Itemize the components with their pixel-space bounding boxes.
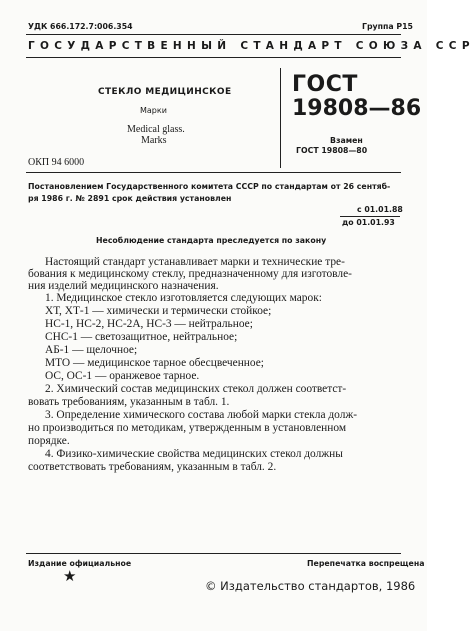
group-code: Группа Р15 [362,22,413,31]
body-line: вовать требованиям, указанным в табл. 1. [28,396,230,408]
official-edition-label: Издание официальное [28,559,132,568]
footer-rule [26,553,401,554]
effective-date-rule [340,216,400,217]
decree-line-2: ря 1986 г. № 2891 срок действия установлен [28,194,232,203]
legal-warning: Несоблюдение стандарта преследуется по закону [96,236,327,245]
gost-number: 19808—86 [292,96,422,121]
subtitle-english: Marks [141,135,167,146]
body-line: ОС, ОС-1 — оранжевое тарное. [45,370,200,382]
body-line: 3. Определение химического состава любой марки стекла долж- [45,409,358,421]
body-line: 2. Химический состав медицинских стекол должен соответст- [45,383,347,395]
effective-date-from: с 01.01.88 [357,205,403,214]
title-english: Medical glass. [127,124,185,135]
udk-code: УДК 666.172.7:006.354 [28,22,133,31]
body-line: НС-1, НС-2, НС-2А, НС-3 — нейтральное; [45,318,253,330]
body-line: 4. Физико-химические свойства медицинских стекол должны [45,448,343,460]
effective-date-to: до 01.01.93 [342,218,395,227]
body-line: порядке. [28,435,70,447]
body-line: АБ-1 — щелочное; [45,344,138,356]
section-rule [26,172,401,173]
decree-line-1: Постановлением Государственного комитета СССР по стандартам от 26 сентяб- [28,182,391,191]
body-line: но производиться по методикам, утвержденным в установленном [28,422,347,434]
title-russian: СТЕКЛО МЕДИЦИНСКОЕ [98,87,232,97]
replaced-label: Взамен [330,136,363,145]
subtitle-russian: Марки [140,106,167,115]
okp-code: ОКП 94 6000 [28,157,85,168]
body-line: ХТ, ХТ-1 — химически и термически стойкое; [45,305,272,317]
body-line: МТО — медицинское тарное обесцвеченное; [45,357,264,369]
body-line: 1. Медицинское стекло изготовляется следующих марок: [45,292,322,304]
replaced-value: ГОСТ 19808—80 [296,146,368,155]
publisher-copyright: © Издательство стандартов, 1986 [205,579,416,593]
state-standard-heading: ГОСУДАРСТВЕННЫЙ СТАНДАРТ СОЮЗА ССР [28,40,475,52]
body-line: соответствовать требованиям, указанным в табл. 2. [28,461,277,473]
gost-label: ГОСТ [292,72,358,97]
star-icon: ★ [63,569,77,585]
gost-box-divider [280,68,281,168]
header-top-rule [26,34,401,35]
body-line: СНС-1 — светозащитное, нейтральное; [45,331,238,343]
body-line: ния изделий медицинского назначения. [28,280,219,292]
body-line: Настоящий стандарт устанавливает марки и технические тре- [45,256,345,268]
header-bottom-rule [26,57,401,58]
reprint-prohibited-label: Перепечатка воспрещена [307,559,425,568]
body-line: бования к медицинскому стеклу, предназначенному для изготовле- [28,268,352,280]
